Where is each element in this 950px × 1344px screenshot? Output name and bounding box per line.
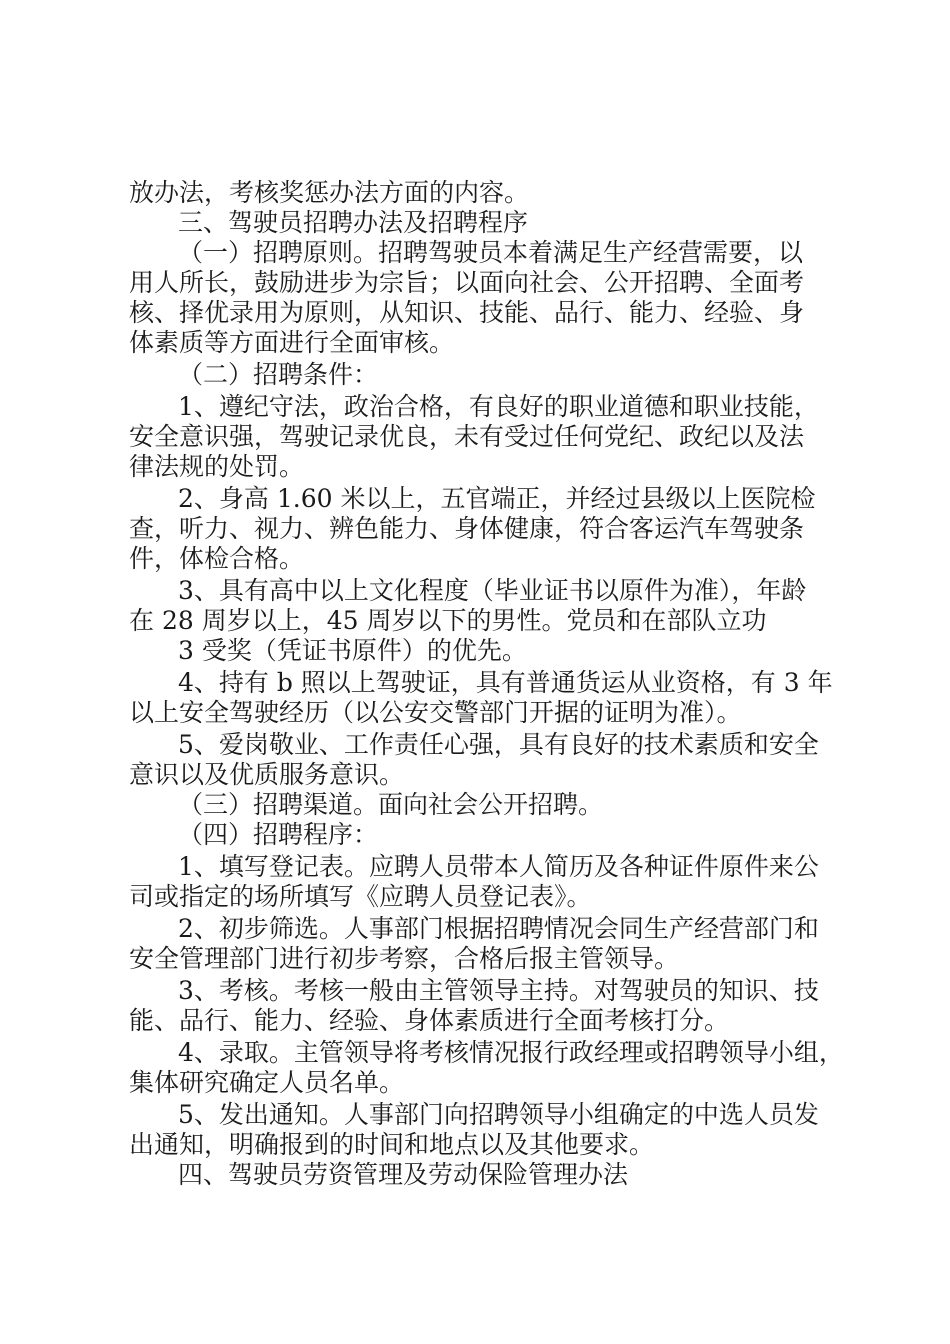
text-line: 能、品行、能力、经验、身体素质进行全面考核打分。 <box>129 1006 730 1035</box>
text-line: 3、考核。考核一般由主管领导主持。对驾驶员的知识、技 <box>178 976 819 1005</box>
text-line: 4、持有 b 照以上驾驶证，具有普通货运从业资格，有 3 年 <box>178 668 833 697</box>
text-line: 律法规的处罚。 <box>129 452 305 481</box>
text-line: 放办法，考核奖惩办法方面的内容。 <box>129 178 530 207</box>
text-line: 安全意识强，驾驶记录优良，未有受过任何党纪、政纪以及法 <box>129 422 805 451</box>
text-line: 司或指定的场所填写《应聘人员登记表》。 <box>129 882 592 911</box>
text-line: 核、择优录用为原则，从知识、技能、品行、能力、经验、身 <box>129 298 805 327</box>
text-line: 出通知，明确报到的时间和地点以及其他要求。 <box>129 1130 655 1159</box>
text-line: 3、具有高中以上文化程度（毕业证书以原件为准），年龄 <box>178 576 807 605</box>
text-line: 4、录取。主管领导将考核情况报行政经理或招聘领导小组， <box>178 1038 844 1067</box>
text-line: （一）招聘原则。招聘驾驶员本着满足生产经营需要，以 <box>178 238 804 267</box>
text-line: 在 28 周岁以上，45 周岁以下的男性。党员和在部队立功 <box>129 606 767 635</box>
text-line: 1、遵纪守法，政治合格，有良好的职业道德和职业技能， <box>178 392 819 421</box>
text-line: 意识以及优质服务意识。 <box>129 760 405 789</box>
section-heading: 四、驾驶员劳资管理及劳动保险管理办法 <box>178 1160 629 1189</box>
subsection-heading: （三）招聘渠道。面向社会公开招聘。 <box>178 790 604 819</box>
text-line: 件，体检合格。 <box>129 544 305 573</box>
text-line: 1、填写登记表。应聘人员带本人简历及各种证件原件来公 <box>178 852 819 881</box>
text-line: 5、爱岗敬业、工作责任心强，具有良好的技术素质和安全 <box>178 730 819 759</box>
text-line: 3 受奖（凭证书原件）的优先。 <box>178 636 527 665</box>
text-line: 5、发出通知。人事部门向招聘领导小组确定的中选人员发 <box>178 1100 819 1129</box>
subsection-heading: （四）招聘程序： <box>178 820 379 849</box>
text-line: 安全管理部门进行初步考察，合格后报主管领导。 <box>129 944 680 973</box>
text-line: 体素质等方面进行全面审核。 <box>129 328 455 357</box>
subsection-heading: （二）招聘条件： <box>178 360 379 389</box>
text-line: 以上安全驾驶经历（以公安交警部门开据的证明为准）。 <box>129 698 742 727</box>
text-line: 集体研究确定人员名单。 <box>129 1068 405 1097</box>
text-line: 查，听力、视力、辨色能力、身体健康，符合客运汽车驾驶条 <box>129 514 805 543</box>
text-line: 用人所长，鼓励进步为宗旨；以面向社会、公开招聘、全面考 <box>129 268 805 297</box>
section-heading: 三、驾驶员招聘办法及招聘程序 <box>178 208 529 237</box>
text-line: 2、身高 1.60 米以上，五官端正，并经过县级以上医院检 <box>178 484 816 513</box>
text-line: 2、初步筛选。人事部门根据招聘情况会同生产经营部门和 <box>178 914 819 943</box>
